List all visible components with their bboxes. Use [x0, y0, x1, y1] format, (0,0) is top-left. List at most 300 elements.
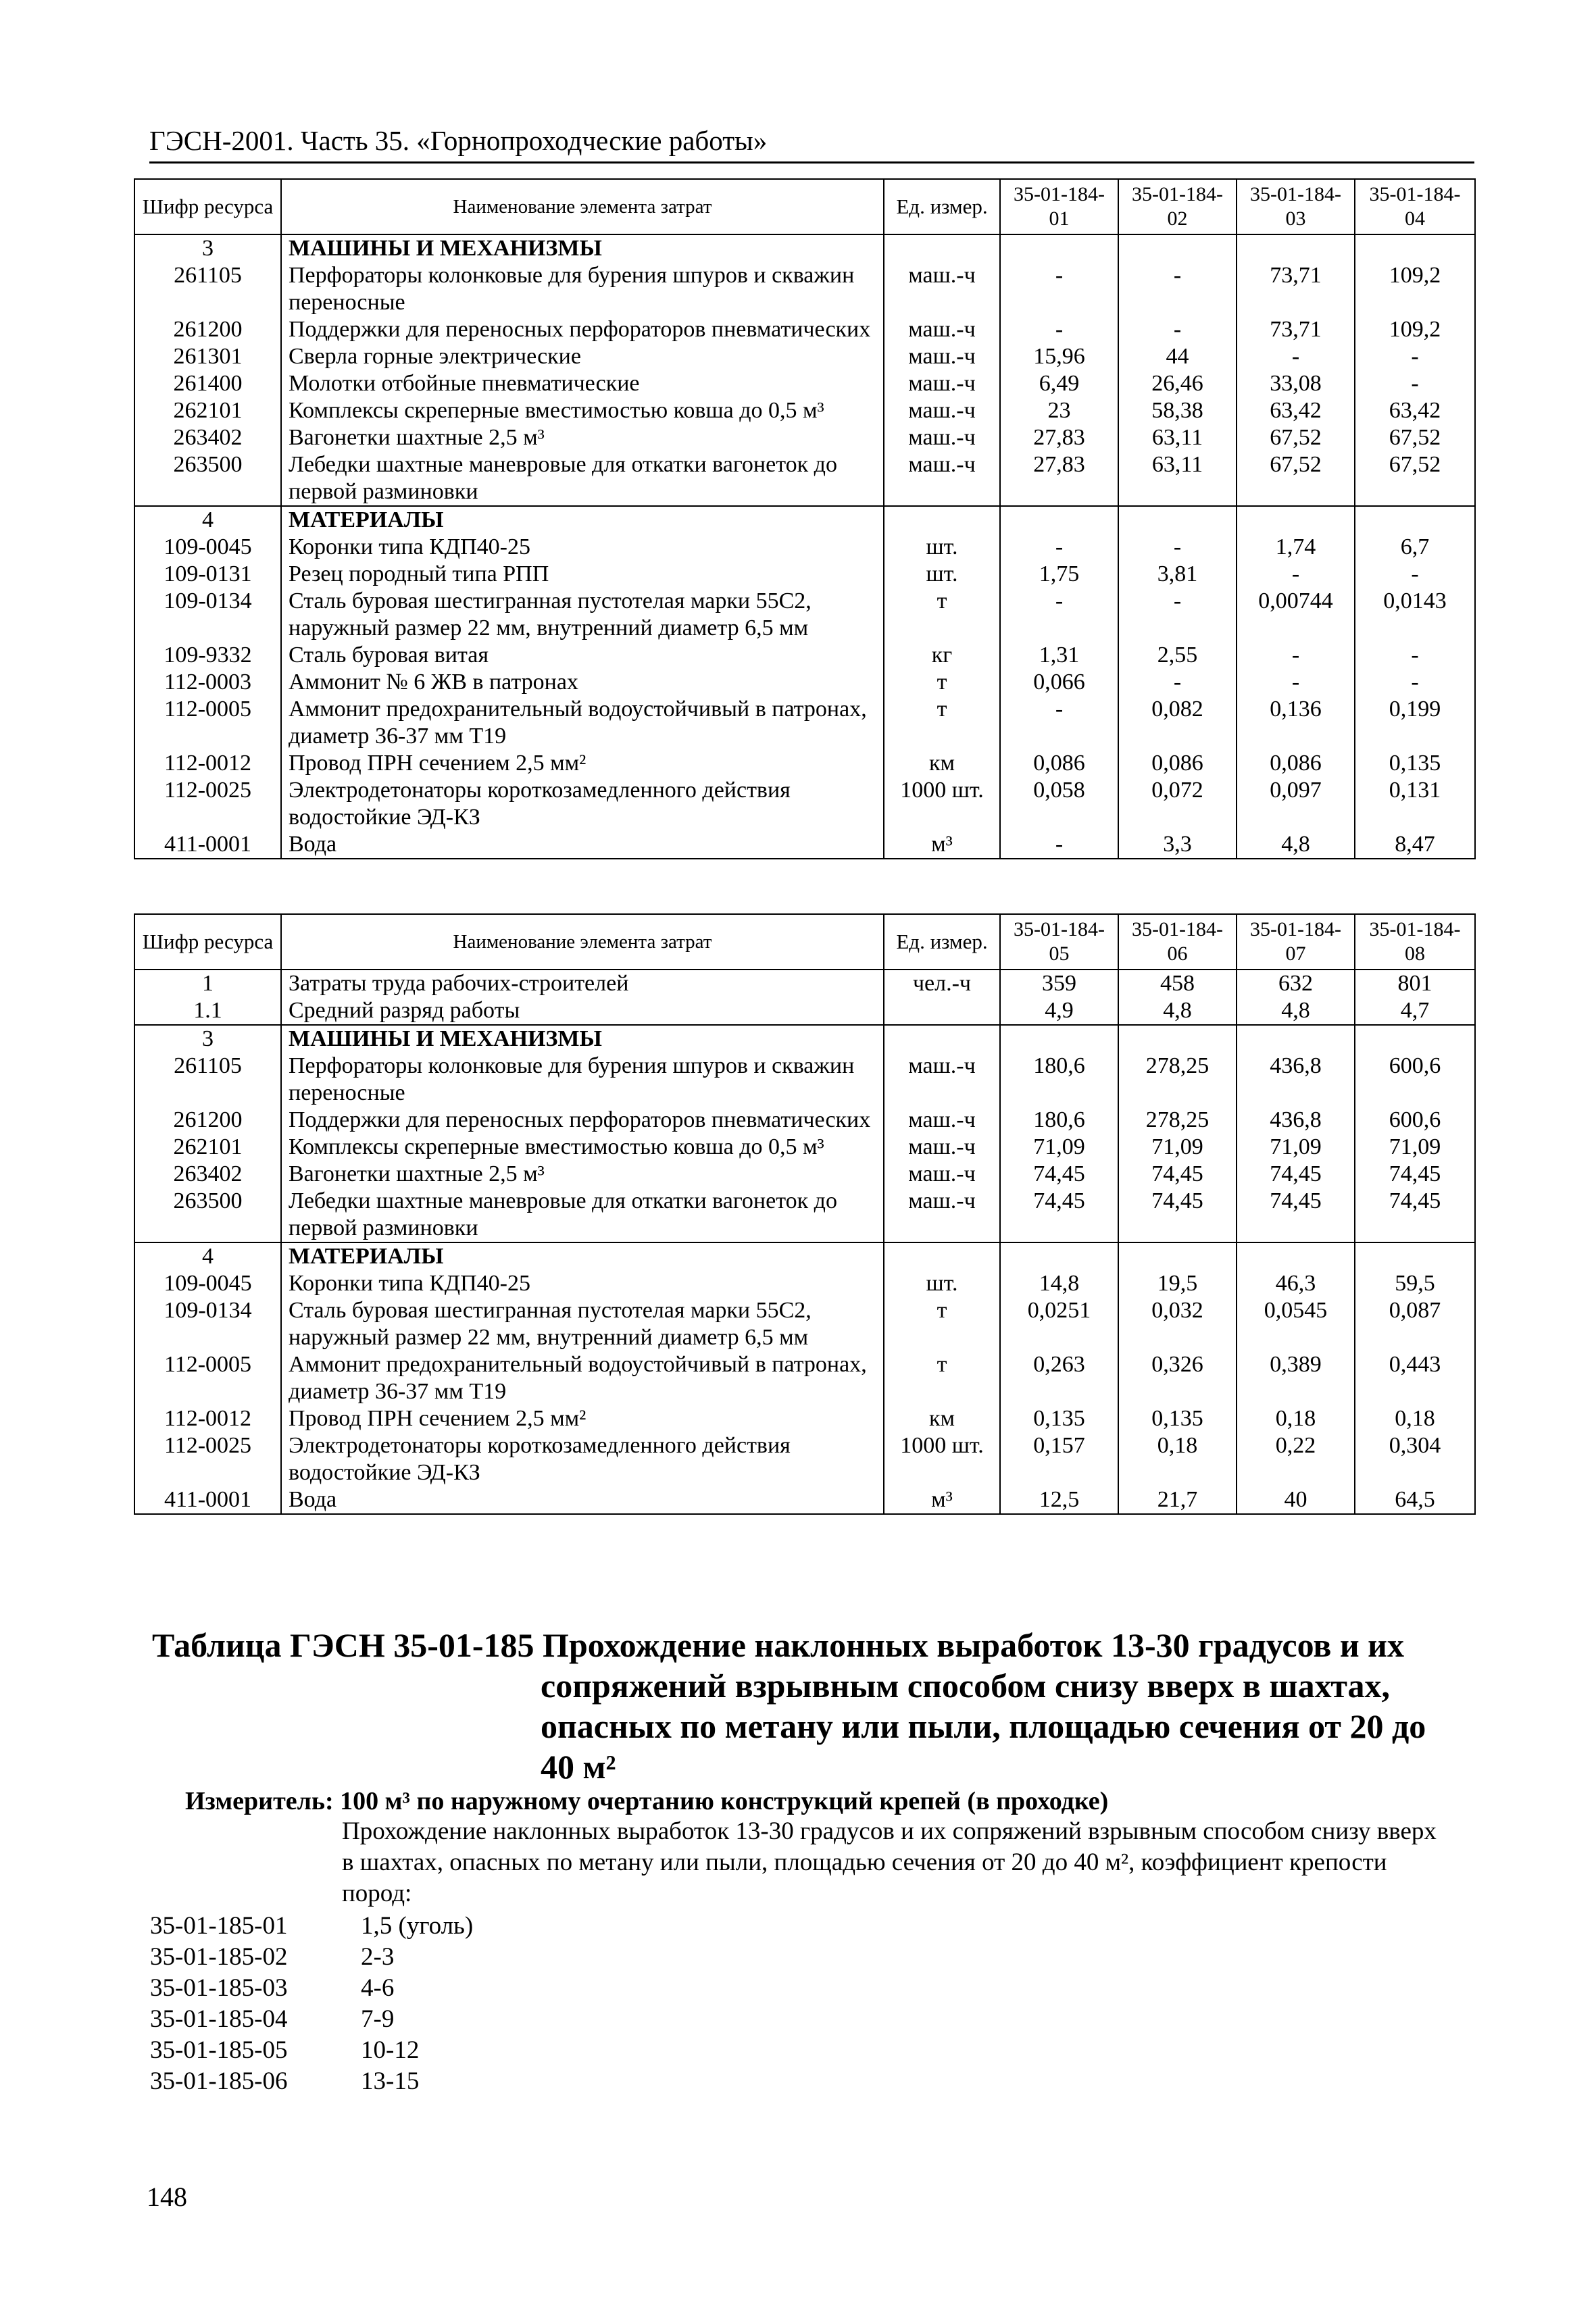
table-row [134, 777, 1475, 831]
value-cell: 19,5 [1118, 1270, 1237, 1297]
section-row [134, 234, 1475, 262]
resource-code: 262101 [134, 1134, 281, 1161]
value-cell: - [1237, 561, 1355, 588]
value-cell: 0,443 [1355, 1351, 1475, 1405]
table-row [134, 262, 1475, 316]
unit-cell: шт. [884, 1270, 1000, 1297]
table-row [134, 316, 1475, 343]
value-cell: 436,8 [1237, 1107, 1355, 1134]
section-row [134, 1242, 1475, 1270]
value-cell [1355, 506, 1475, 534]
resource-name: Вагонетки шахтные 2,5 м³ [281, 1161, 884, 1188]
value-cell: 46,3 [1237, 1270, 1355, 1297]
value-cell: 0,082 [1118, 696, 1237, 750]
value-cell: 801 [1355, 970, 1475, 997]
page-number: 148 [147, 2182, 187, 2212]
resource-name: МАШИНЫ И МЕХАНИЗМЫ [281, 1025, 884, 1053]
unit-cell: маш.-ч [884, 424, 1000, 451]
measure-unit: Измеритель: 100 м³ по наружному очертанию конструкций крепей (в проходке) [185, 1787, 1109, 1815]
value-cell: 109,2 [1355, 316, 1475, 343]
unit-cell [884, 234, 1000, 262]
value-cell: - [1237, 669, 1355, 696]
table-row [134, 397, 1475, 424]
value-cell: 12,5 [1000, 1486, 1118, 1514]
value-cell: 71,09 [1237, 1134, 1355, 1161]
resource-code: 109-0134 [134, 1297, 281, 1351]
resource-code: 3 [134, 234, 281, 262]
resource-code: 109-0134 [134, 588, 281, 642]
table-row [134, 831, 1475, 859]
resource-code: 1 [134, 970, 281, 997]
unit-cell: маш.-ч [884, 1053, 1000, 1107]
variant-value: 13-15 [361, 2067, 420, 2095]
value-cell: 4,8 [1237, 997, 1355, 1025]
variant-value: 2-3 [361, 1943, 395, 1971]
header-name: Наименование элемента затрат [281, 179, 884, 234]
value-cell: 0,072 [1118, 777, 1237, 831]
table-row [134, 1134, 1475, 1161]
variant-code: 35-01-185-04 [150, 2005, 288, 2033]
variant-row [150, 1973, 473, 2004]
resource-code: 109-0045 [134, 1270, 281, 1297]
header-col: 35-01-184-08 [1355, 914, 1475, 970]
unit-cell: кг [884, 642, 1000, 669]
unit-cell: 1000 шт. [884, 1432, 1000, 1486]
value-cell: 73,71 [1237, 316, 1355, 343]
value-cell: 0,199 [1355, 696, 1475, 750]
value-cell [1000, 234, 1118, 262]
value-cell: 27,83 [1000, 451, 1118, 506]
variant-value: 1,5 (уголь) [361, 1912, 474, 1940]
unit-cell: т [884, 1297, 1000, 1351]
header-col: 35-01-184-02 [1118, 179, 1237, 234]
value-cell: 2,55 [1118, 642, 1237, 669]
resource-name: Перфораторы колонковые для бурения шпуров и скважин переносные [281, 1053, 884, 1107]
header-col: 35-01-184-04 [1355, 179, 1475, 234]
value-cell: 3,81 [1118, 561, 1237, 588]
resource-name: Лебедки шахтные маневровые для откатки вагонеток до первой разминовки [281, 1188, 884, 1242]
table-row [134, 1270, 1475, 1297]
resource-name: Провод ПРН сечением 2,5 мм² [281, 750, 884, 777]
table-caption [152, 1625, 1449, 1787]
table-row [134, 1107, 1475, 1134]
unit-cell: м³ [884, 831, 1000, 859]
header-col: 35-01-184-01 [1000, 179, 1118, 234]
variant-code: 35-01-185-05 [150, 2036, 288, 2064]
resource-code: 263402 [134, 1161, 281, 1188]
value-cell: 0,097 [1237, 777, 1355, 831]
resource-code: 261105 [134, 1053, 281, 1107]
value-cell: 58,38 [1118, 397, 1237, 424]
resource-code: 109-0045 [134, 534, 281, 561]
value-cell: 74,45 [1355, 1161, 1475, 1188]
value-cell: 278,25 [1118, 1053, 1237, 1107]
value-cell [1000, 1242, 1118, 1270]
resource-code: 261400 [134, 370, 281, 397]
header-unit: Ед. измер. [884, 914, 1000, 970]
value-cell: 21,7 [1118, 1486, 1237, 1514]
unit-cell: маш.-ч [884, 370, 1000, 397]
value-cell: 0,136 [1237, 696, 1355, 750]
value-cell: 74,45 [1355, 1188, 1475, 1242]
unit-cell [884, 506, 1000, 534]
value-cell: - [1355, 642, 1475, 669]
value-cell: 15,96 [1000, 343, 1118, 370]
resource-name: Провод ПРН сечением 2,5 мм² [281, 1405, 884, 1432]
caption-lead: Таблица ГЭСН 35-01-185 Прохождение наклонных выработок 13-30 градусов и их [152, 1626, 1404, 1664]
resource-name: Вода [281, 1486, 884, 1514]
resource-name: Затраты труда рабочих-строителей [281, 970, 884, 997]
resource-name: Поддержки для переносных перфораторов пневматических [281, 1107, 884, 1134]
resource-code: 3 [134, 1025, 281, 1053]
value-cell: - [1237, 343, 1355, 370]
resource-name: МАТЕРИАЛЫ [281, 1242, 884, 1270]
resource-name: Вагонетки шахтные 2,5 м³ [281, 424, 884, 451]
variant-code: 35-01-185-01 [150, 1912, 288, 1940]
value-cell [1355, 234, 1475, 262]
value-cell: 67,52 [1355, 424, 1475, 451]
unit-cell: маш.-ч [884, 1188, 1000, 1242]
value-cell [1355, 1242, 1475, 1270]
resource-name: Аммонит предохранительный водоустойчивый в патронах, диаметр 36-37 мм Т19 [281, 1351, 884, 1405]
resource-code: 112-0025 [134, 777, 281, 831]
value-cell: 180,6 [1000, 1053, 1118, 1107]
value-cell: 74,45 [1000, 1161, 1118, 1188]
value-cell: 3,3 [1118, 831, 1237, 859]
resource-name: МАШИНЫ И МЕХАНИЗМЫ [281, 234, 884, 262]
unit-cell: шт. [884, 561, 1000, 588]
header-col: 35-01-184-06 [1118, 914, 1237, 970]
unit-cell: км [884, 750, 1000, 777]
resource-name: Перфораторы колонковые для бурения шпуров и скважин переносные [281, 262, 884, 316]
resource-table-1 [134, 178, 1476, 859]
resource-name: Коронки типа КДП40-25 [281, 534, 884, 561]
variant-value: 4-6 [361, 1974, 395, 2002]
variant-code: 35-01-185-03 [150, 1974, 288, 2002]
value-cell: 6,7 [1355, 534, 1475, 561]
value-cell: 59,5 [1355, 1270, 1475, 1297]
value-cell: 180,6 [1000, 1107, 1118, 1134]
table-row [134, 669, 1475, 696]
variants-list [150, 1911, 473, 2097]
resource-name: МАТЕРИАЛЫ [281, 506, 884, 534]
resource-name: Сталь буровая шестигранная пустотелая марки 55С2, наружный размер 22 мм, внутренний диаметр 6,5 мм [281, 1297, 884, 1351]
value-cell: 63,11 [1118, 424, 1237, 451]
table-header [134, 914, 1475, 970]
value-cell: - [1000, 534, 1118, 561]
value-cell: 6,49 [1000, 370, 1118, 397]
value-cell: - [1000, 588, 1118, 642]
value-cell: 0,0251 [1000, 1297, 1118, 1351]
resource-name: Коронки типа КДП40-25 [281, 1270, 884, 1297]
value-cell: 73,71 [1237, 262, 1355, 316]
value-cell: 0,263 [1000, 1351, 1118, 1405]
resource-code: 261200 [134, 1107, 281, 1134]
header-col: 35-01-184-07 [1237, 914, 1355, 970]
value-cell: 0,131 [1355, 777, 1475, 831]
value-cell: 1,31 [1000, 642, 1118, 669]
value-cell: - [1118, 316, 1237, 343]
resource-name: Электродетонаторы короткозамедленного действия водостойкие ЭД-КЗ [281, 1432, 884, 1486]
resource-name: Сталь буровая шестигранная пустотелая марки 55С2, наружный размер 22 мм, внутренний диаметр 6,5 мм [281, 588, 884, 642]
unit-cell: маш.-ч [884, 451, 1000, 506]
value-cell: 458 [1118, 970, 1237, 997]
resource-code: 4 [134, 1242, 281, 1270]
resource-name: Электродетонаторы короткозамедленного действия водостойкие ЭД-КЗ [281, 777, 884, 831]
value-cell: - [1118, 534, 1237, 561]
table-row [134, 750, 1475, 777]
table-header [134, 179, 1475, 234]
resource-table-2 [134, 913, 1476, 1515]
resource-code: 262101 [134, 397, 281, 424]
value-cell: - [1000, 696, 1118, 750]
value-cell: 74,45 [1237, 1188, 1355, 1242]
value-cell: 278,25 [1118, 1107, 1237, 1134]
resource-code: 112-0003 [134, 669, 281, 696]
value-cell: - [1355, 370, 1475, 397]
table-row [134, 1297, 1475, 1351]
resource-code: 109-0131 [134, 561, 281, 588]
resource-name: Поддержки для переносных перфораторов пневматических [281, 316, 884, 343]
value-cell: 0,304 [1355, 1432, 1475, 1486]
variant-row [150, 2066, 473, 2097]
value-cell: - [1355, 343, 1475, 370]
variant-row [150, 1911, 473, 1942]
value-cell [1118, 506, 1237, 534]
table-row [134, 588, 1475, 642]
unit-cell: т [884, 588, 1000, 642]
value-cell: 23 [1000, 397, 1118, 424]
value-cell [1000, 506, 1118, 534]
value-cell: 0,066 [1000, 669, 1118, 696]
variant-row [150, 2035, 473, 2066]
value-cell: 74,45 [1118, 1161, 1237, 1188]
unit-cell: маш.-ч [884, 397, 1000, 424]
table-row [134, 1053, 1475, 1107]
resource-name: Молотки отбойные пневматические [281, 370, 884, 397]
table-row [134, 1405, 1475, 1432]
value-cell: 74,45 [1237, 1161, 1355, 1188]
value-cell: 0,18 [1355, 1405, 1475, 1432]
resource-code: 4 [134, 506, 281, 534]
resource-name: Комплексы скреперные вместимостью ковша до 0,5 м³ [281, 1134, 884, 1161]
value-cell: 27,83 [1000, 424, 1118, 451]
table-row [134, 343, 1475, 370]
resource-code: 261200 [134, 316, 281, 343]
resource-name: Резец породный типа РПП [281, 561, 884, 588]
value-cell: 359 [1000, 970, 1118, 997]
unit-cell: маш.-ч [884, 1161, 1000, 1188]
value-cell: 0,032 [1118, 1297, 1237, 1351]
resource-code: 112-0012 [134, 750, 281, 777]
value-cell [1000, 1025, 1118, 1053]
value-cell: 0,135 [1355, 750, 1475, 777]
resource-code: 411-0001 [134, 1486, 281, 1514]
value-cell: 64,5 [1355, 1486, 1475, 1514]
resource-name: Аммонит предохранительный водоустойчивый в патронах, диаметр 36-37 мм Т19 [281, 696, 884, 750]
value-cell [1237, 1242, 1355, 1270]
unit-cell [884, 997, 1000, 1025]
value-cell: 0,18 [1237, 1405, 1355, 1432]
value-cell [1237, 1025, 1355, 1053]
variant-row [150, 1942, 473, 1973]
value-cell: 4,7 [1355, 997, 1475, 1025]
value-cell: 26,46 [1118, 370, 1237, 397]
value-cell: 0,058 [1000, 777, 1118, 831]
value-cell: 0,389 [1237, 1351, 1355, 1405]
resource-code: 261301 [134, 343, 281, 370]
variant-value: 7-9 [361, 2005, 395, 2033]
value-cell: 63,42 [1355, 397, 1475, 424]
resource-code: 263500 [134, 451, 281, 506]
value-cell: 0,0143 [1355, 588, 1475, 642]
value-cell: 4,9 [1000, 997, 1118, 1025]
value-cell: 600,6 [1355, 1053, 1475, 1107]
header-unit: Ед. измер. [884, 179, 1000, 234]
value-cell: 8,47 [1355, 831, 1475, 859]
resource-name: Средний разряд работы [281, 997, 884, 1025]
unit-cell: маш.-ч [884, 262, 1000, 316]
header-code: Шифр ресурса [134, 179, 281, 234]
resource-code: 411-0001 [134, 831, 281, 859]
value-cell: 436,8 [1237, 1053, 1355, 1107]
header-col: 35-01-184-03 [1237, 179, 1355, 234]
value-cell [1237, 234, 1355, 262]
table-row [134, 370, 1475, 397]
unit-cell [884, 1242, 1000, 1270]
unit-cell: шт. [884, 534, 1000, 561]
value-cell: - [1000, 262, 1118, 316]
value-cell: 4,8 [1118, 997, 1237, 1025]
value-cell: 0,00744 [1237, 588, 1355, 642]
resource-code: 109-9332 [134, 642, 281, 669]
value-cell: 71,09 [1355, 1134, 1475, 1161]
value-cell: - [1000, 831, 1118, 859]
resource-code: 1.1 [134, 997, 281, 1025]
unit-cell: т [884, 669, 1000, 696]
value-cell: 63,11 [1118, 451, 1237, 506]
resource-code: 263500 [134, 1188, 281, 1242]
resource-name: Вода [281, 831, 884, 859]
value-cell [1355, 1025, 1475, 1053]
value-cell: 0,18 [1118, 1432, 1237, 1486]
value-cell [1237, 506, 1355, 534]
variant-code: 35-01-185-06 [150, 2067, 288, 2095]
value-cell: - [1237, 642, 1355, 669]
table-row [134, 451, 1475, 506]
value-cell: - [1000, 316, 1118, 343]
value-cell: 67,52 [1237, 451, 1355, 506]
unit-cell: чел.-ч [884, 970, 1000, 997]
value-cell: 33,08 [1237, 370, 1355, 397]
value-cell: - [1355, 669, 1475, 696]
value-cell: 4,8 [1237, 831, 1355, 859]
running-title: ГЭСН-2001. Часть 35. «Горнопроходческие работы» [149, 124, 1474, 164]
value-cell: 67,52 [1355, 451, 1475, 506]
variant-value: 10-12 [361, 2036, 420, 2064]
value-cell: 0,086 [1237, 750, 1355, 777]
resource-code: 112-0012 [134, 1405, 281, 1432]
value-cell: 600,6 [1355, 1107, 1475, 1134]
unit-cell: т [884, 696, 1000, 750]
unit-cell [884, 1025, 1000, 1053]
value-cell: 0,326 [1118, 1351, 1237, 1405]
value-cell: - [1355, 561, 1475, 588]
variant-code: 35-01-185-02 [150, 1943, 288, 1971]
resource-name: Аммонит № 6 ЖВ в патронах [281, 669, 884, 696]
value-cell: 67,52 [1237, 424, 1355, 451]
value-cell: 63,42 [1237, 397, 1355, 424]
value-cell: 632 [1237, 970, 1355, 997]
value-cell: 44 [1118, 343, 1237, 370]
resource-code: 112-0025 [134, 1432, 281, 1486]
table-row [134, 561, 1475, 588]
value-cell: - [1118, 588, 1237, 642]
unit-cell: м³ [884, 1486, 1000, 1514]
resource-code: 263402 [134, 424, 281, 451]
resource-code: 261105 [134, 262, 281, 316]
value-cell: 74,45 [1118, 1188, 1237, 1242]
value-cell: - [1118, 262, 1237, 316]
resource-code: 112-0005 [134, 696, 281, 750]
unit-cell: 1000 шт. [884, 777, 1000, 831]
value-cell: 0,135 [1118, 1405, 1237, 1432]
variant-row [150, 2004, 473, 2035]
value-cell: - [1118, 669, 1237, 696]
table-description: Прохождение наклонных выработок 13-30 градусов и их сопряжений взрывным способом снизу вверх в шахтах, опасных по метану или пыли, площадью сечения от 20 до 40 м², коэффициент крепости пород: [342, 1817, 1437, 1907]
table-row [134, 997, 1475, 1025]
value-cell [1118, 1242, 1237, 1270]
value-cell [1118, 234, 1237, 262]
value-cell: 0,0545 [1237, 1297, 1355, 1351]
value-cell: 1,75 [1000, 561, 1118, 588]
section-row [134, 1025, 1475, 1053]
value-cell: 14,8 [1000, 1270, 1118, 1297]
resource-name: Комплексы скреперные вместимостью ковша до 0,5 м³ [281, 397, 884, 424]
resource-name: Сверла горные электрические [281, 343, 884, 370]
value-cell: 40 [1237, 1486, 1355, 1514]
table-row [134, 424, 1475, 451]
table-row [134, 1432, 1475, 1486]
value-cell: 0,087 [1355, 1297, 1475, 1351]
value-cell: 0,157 [1000, 1432, 1118, 1486]
table-row [134, 1486, 1475, 1514]
value-cell: 0,135 [1000, 1405, 1118, 1432]
value-cell: 0,22 [1237, 1432, 1355, 1486]
value-cell: 0,086 [1118, 750, 1237, 777]
table-row [134, 534, 1475, 561]
value-cell [1118, 1025, 1237, 1053]
table-row [134, 642, 1475, 669]
header-col: 35-01-184-05 [1000, 914, 1118, 970]
unit-cell: маш.-ч [884, 316, 1000, 343]
table-row [134, 696, 1475, 750]
value-cell: 109,2 [1355, 262, 1475, 316]
value-cell: 0,086 [1000, 750, 1118, 777]
value-cell: 1,74 [1237, 534, 1355, 561]
table-row [134, 1351, 1475, 1405]
unit-cell: км [884, 1405, 1000, 1432]
value-cell: 71,09 [1118, 1134, 1237, 1161]
unit-cell: маш.-ч [884, 1107, 1000, 1134]
section-row [134, 506, 1475, 534]
header-name: Наименование элемента затрат [281, 914, 884, 970]
table-row [134, 1161, 1475, 1188]
resource-name: Лебедки шахтные маневровые для откатки вагонеток до первой разминовки [281, 451, 884, 506]
unit-cell: маш.-ч [884, 343, 1000, 370]
unit-cell: т [884, 1351, 1000, 1405]
resource-name: Сталь буровая витая [281, 642, 884, 669]
